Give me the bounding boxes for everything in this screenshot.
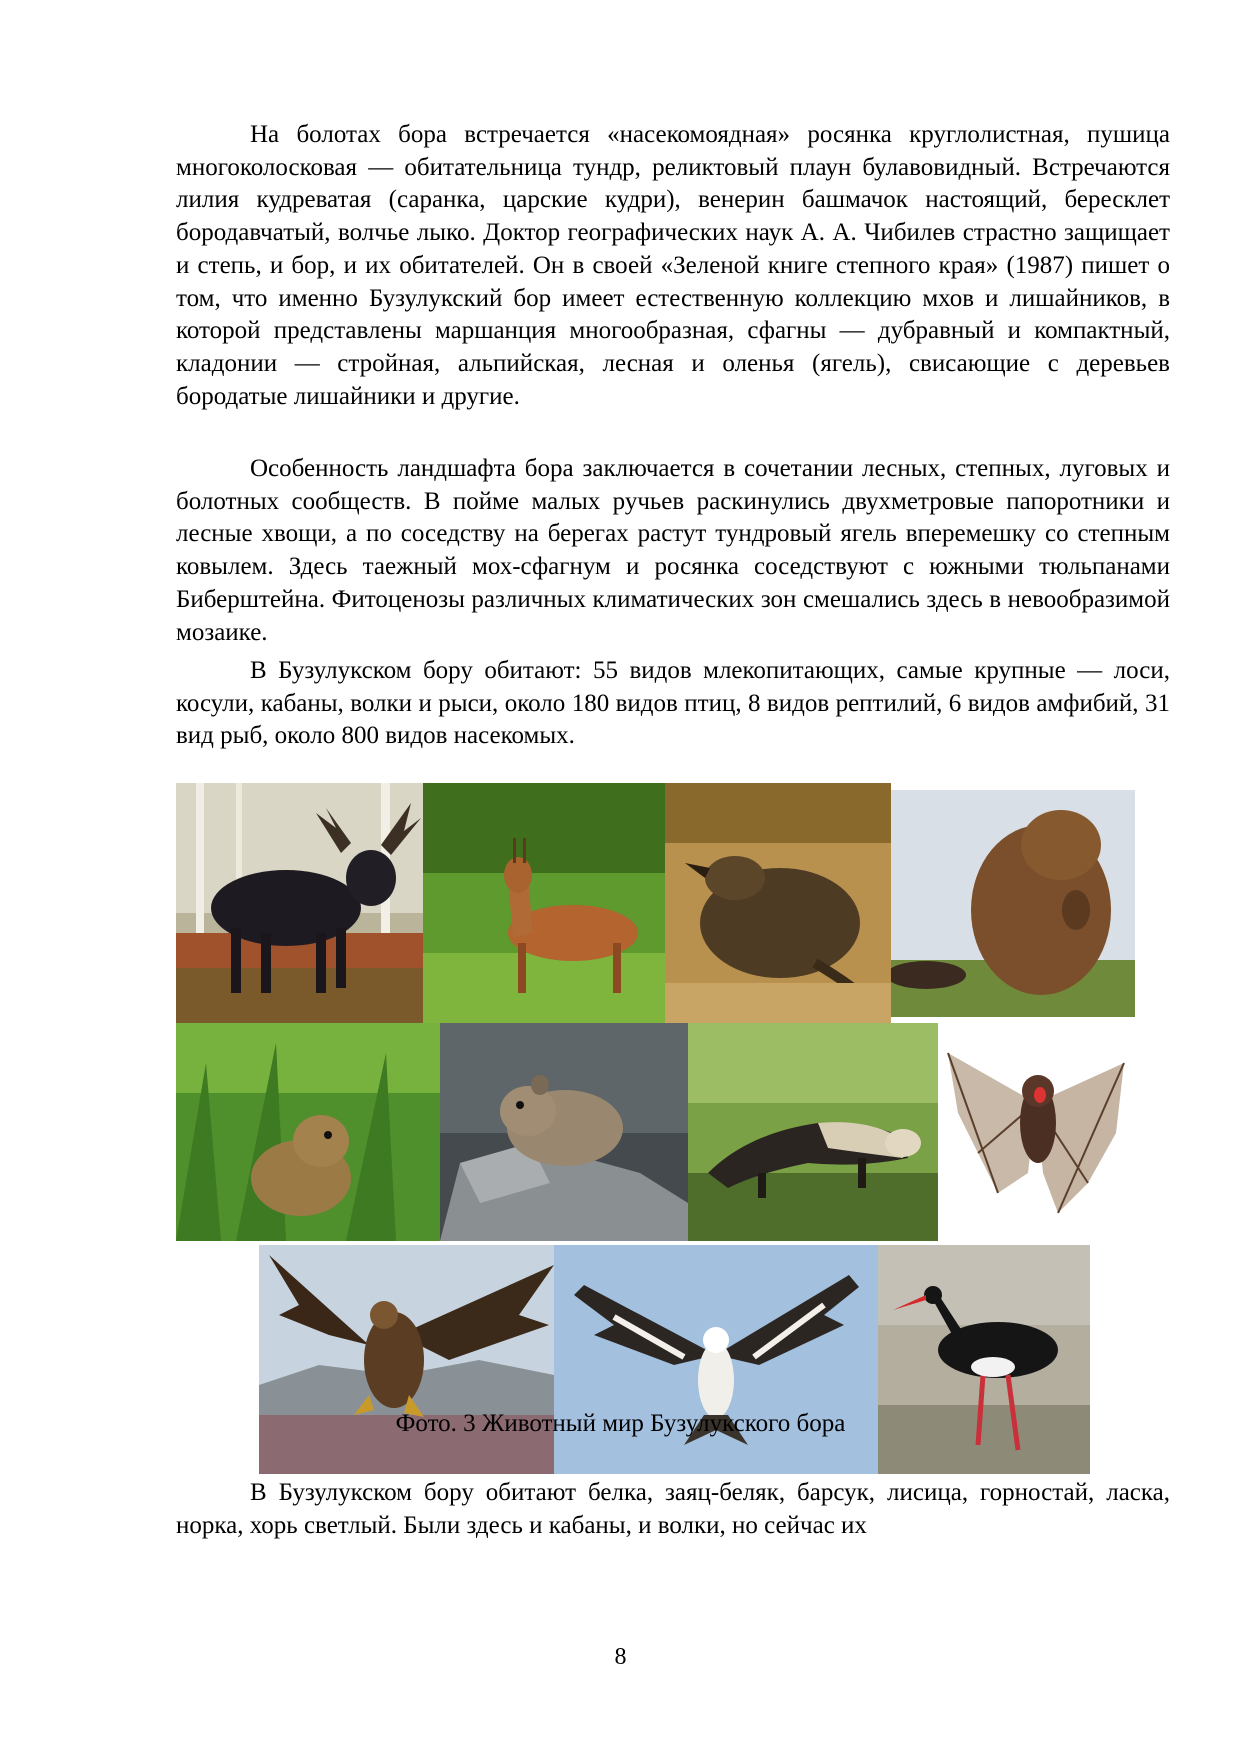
paragraph-2: Особенность ландшафта бора заключается в сочетании лесных, степных, луговых и болотных сообществ. В пойме малых ручьев раскинулись двухметровые папоротники и лесные хвощи, а по соседству на берегах растут тундровый ягель вперемешку со степным ковылем. Здесь таежный мох-сфагнум и росянка соседствуют с южными тюльпанами Биберштейна. Фитоценозы различных климатических зон смешались здесь в невообразимой мозаике. — [176, 455, 1170, 646]
paragraph-4: В Бузулукском бору обитают белка, заяц-беляк, барсук, лисица, горностай, ласка, норка, хорь светлый. Были здесь и кабаны, и волки, но сейчас их — [176, 1479, 1170, 1539]
photo-pika — [440, 1023, 688, 1241]
paragraph-1: На болотах бора встречается «насекомоядная» росянка круглолистная, пушица многоколосковая — обитательница тундр, реликтовый плаун булавовидный. Встречаются лилия кудреватая (саранка, царские кудри), венерин башмачок настоящий, бересклет бородавчатый, волчье лыко. Доктор географических наук А. А. Чибилев страстно защищает и степь, и бор, и их обитателей. Он в своей «Зеленой книге степного края» (1987) пишет о том, что именно Бузулукский бор имеет естественную коллекцию мхов и лишайников, в которой представлены маршанция многообразная, сфагны — дубравный и компактный, кладонии — стройная, альпийская, лесная и оленья (ягель), свисающие с деревьев бородатые лишайники и другие. — [176, 121, 1170, 410]
photo-black-stork — [878, 1245, 1090, 1474]
photo-ferret — [688, 1023, 938, 1241]
photo-caption: Фото. 3 Животный мир Бузулукского бора — [395, 1410, 846, 1437]
photo-golden-eagle — [259, 1245, 554, 1474]
photo-ground-squirrel — [176, 1023, 440, 1241]
paragraph-3: В Бузулукском бору обитают: 55 видов млекопитающих, самые крупные — лоси, косули, кабаны, волки и рыси, около 180 видов птиц, 8 видов рептилий, 6 видов амфибий, 31 вид рыб, около 800 видов насекомых. — [176, 657, 1170, 750]
photo-roe-deer — [423, 783, 665, 1023]
photo-osprey — [554, 1245, 878, 1474]
page-number: 8 — [614, 1644, 627, 1670]
photo-moose — [176, 783, 423, 1023]
photo-desman — [665, 783, 891, 1023]
photo-bat — [938, 1023, 1134, 1241]
photo-beaver — [891, 790, 1135, 1017]
